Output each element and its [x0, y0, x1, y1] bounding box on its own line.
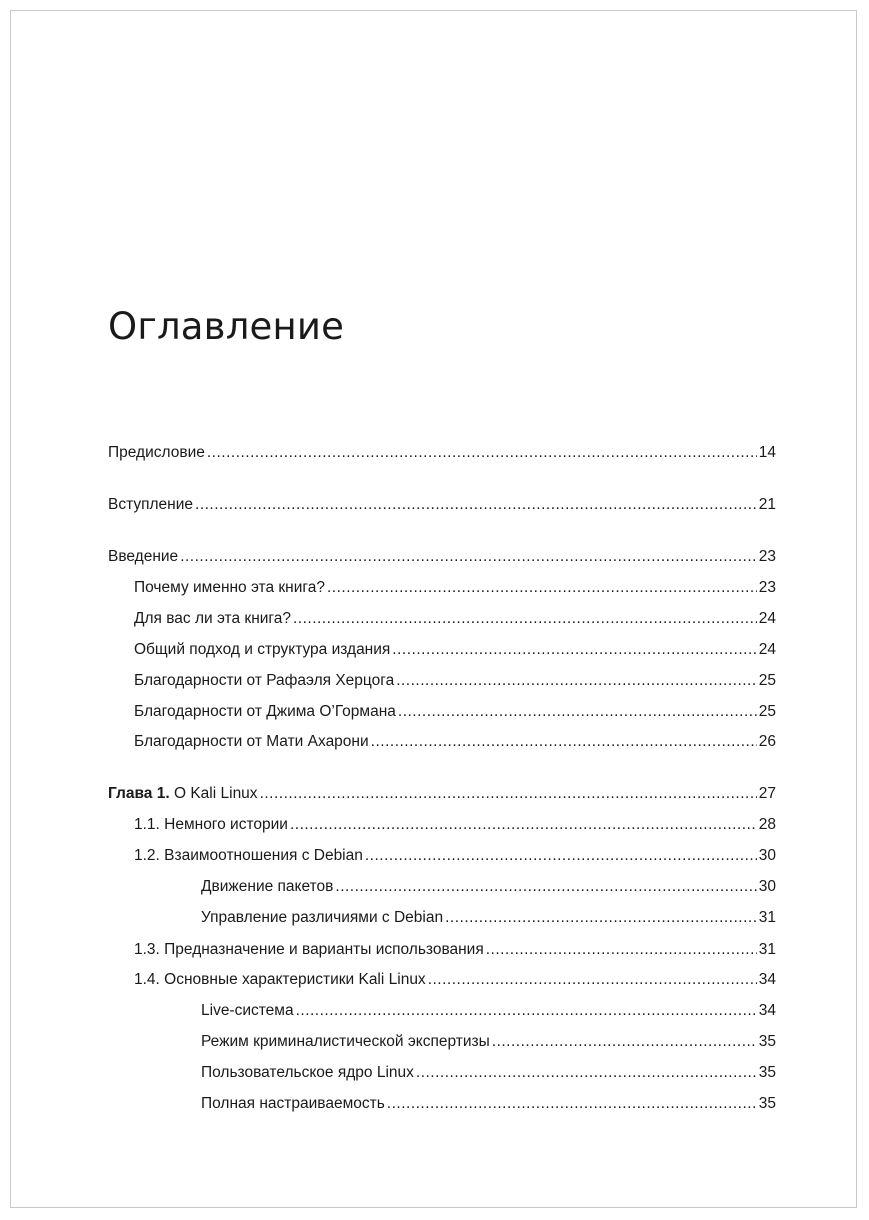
toc-page-number: 27 — [758, 785, 776, 802]
toc-entry-custom-kernel[interactable] — [108, 1063, 776, 1083]
toc-entry-live-system[interactable] — [108, 1001, 776, 1021]
toc-page-number: 14 — [758, 444, 776, 461]
toc-dot-leader — [392, 640, 756, 660]
toc-dot-leader — [387, 1094, 757, 1114]
toc-page-number: 28 — [758, 816, 776, 833]
toc-page-number: 25 — [758, 672, 776, 689]
toc-entry-label: 1.4. Основные характеристики Kali Linux — [134, 971, 426, 988]
toc-page-number: 31 — [758, 941, 776, 958]
chapter-prefix: Глава 1. — [108, 785, 170, 802]
toc-entry-label: Благодарности от Джима О’Гормана — [134, 703, 396, 720]
toc-entry-chapter-1[interactable] — [108, 784, 776, 804]
toc-entry-1-1[interactable] — [108, 815, 776, 835]
table-of-contents — [108, 11, 776, 1207]
toc-dot-leader — [492, 1032, 757, 1052]
toc-entry-1-2[interactable] — [108, 846, 776, 866]
toc-entry-label: Введение — [108, 548, 179, 565]
toc-entry-preface[interactable] — [108, 443, 776, 463]
toc-entry-label — [108, 784, 258, 804]
toc-dot-leader — [398, 702, 757, 722]
page-title: Оглавление — [108, 305, 345, 348]
toc-entry-label: Управление различиями с Debian — [201, 909, 444, 926]
toc-dot-leader — [486, 940, 757, 960]
toc-dot-leader — [293, 609, 757, 629]
toc-dot-leader — [195, 495, 757, 515]
toc-page-number: 34 — [758, 1002, 776, 1019]
toc-page-number: 21 — [758, 496, 776, 513]
toc-page-number: 35 — [758, 1064, 776, 1081]
toc-page-number: 30 — [758, 878, 776, 895]
toc-entry-label: Движение пакетов — [201, 878, 334, 895]
toc-entry-full-customization[interactable] — [108, 1094, 776, 1114]
chapter-title: О Kali Linux — [173, 785, 258, 802]
toc-dot-leader — [335, 877, 756, 897]
toc-entry-label: Режим криминалистической экспертизы — [201, 1033, 490, 1050]
toc-entry-general-approach[interactable] — [108, 640, 776, 660]
toc-page-number: 26 — [758, 733, 776, 750]
toc-page-number: 35 — [758, 1095, 776, 1112]
toc-entry-is-book-for-you[interactable] — [108, 609, 776, 629]
toc-dot-leader — [371, 732, 757, 752]
toc-dot-leader — [327, 578, 757, 598]
toc-page-number: 35 — [758, 1033, 776, 1050]
toc-entry-thanks-raphael[interactable] — [108, 671, 776, 691]
toc-entry-1-4[interactable] — [108, 970, 776, 990]
toc-page-number: 23 — [758, 548, 776, 565]
toc-entry-label: Благодарности от Мати Ахарони — [134, 733, 369, 750]
toc-entry-label: Благодарности от Рафаэля Херцога — [134, 672, 395, 689]
toc-entry-label: Предисловие — [108, 444, 205, 461]
toc-dot-leader — [296, 1001, 757, 1021]
toc-page-number: 24 — [758, 610, 776, 627]
toc-dot-leader — [416, 1063, 757, 1083]
toc-entry-package-flow[interactable] — [108, 877, 776, 897]
toc-dot-leader — [396, 671, 757, 691]
toc-entry-forensics-mode[interactable] — [108, 1032, 776, 1052]
toc-entry-thanks-jim[interactable] — [108, 702, 776, 722]
toc-entry-label: 1.2. Взаимоотношения с Debian — [134, 847, 363, 864]
document-page — [10, 10, 857, 1208]
toc-dot-leader — [260, 784, 757, 804]
toc-entry-introduction[interactable] — [108, 547, 776, 567]
toc-dot-leader — [428, 970, 757, 990]
toc-entry-managing-differences[interactable] — [108, 908, 776, 928]
toc-entry-thanks-mati[interactable] — [108, 732, 776, 752]
toc-page-number: 24 — [758, 641, 776, 658]
toc-entry-label: Полная настраиваемость — [201, 1095, 385, 1112]
toc-entry-foreword[interactable] — [108, 495, 776, 515]
toc-entry-label: Пользовательское ядро Linux — [201, 1064, 414, 1081]
toc-entry-label: Вступление — [108, 496, 194, 513]
toc-entry-label: Live-система — [201, 1002, 294, 1019]
toc-entry-label: Для вас ли эта книга? — [134, 610, 291, 627]
toc-entry-label: 1.1. Немного истории — [134, 816, 288, 833]
toc-entry-1-3[interactable] — [108, 940, 776, 960]
toc-dot-leader — [290, 815, 757, 835]
toc-entry-label: Почему именно эта книга? — [134, 579, 325, 596]
toc-dot-leader — [180, 547, 757, 567]
toc-dot-leader — [365, 846, 757, 866]
toc-dot-leader — [207, 443, 757, 463]
toc-dot-leader — [445, 908, 757, 928]
toc-page-number: 31 — [758, 909, 776, 926]
toc-entry-label: Общий подход и структура издания — [134, 641, 391, 658]
toc-entry-label: 1.3. Предназначение и варианты использования — [134, 941, 484, 958]
toc-entry-why-this-book[interactable] — [108, 578, 776, 598]
toc-page-number: 34 — [758, 971, 776, 988]
toc-page-number: 30 — [758, 847, 776, 864]
toc-page-number: 25 — [758, 703, 776, 720]
toc-page-number: 23 — [758, 579, 776, 596]
